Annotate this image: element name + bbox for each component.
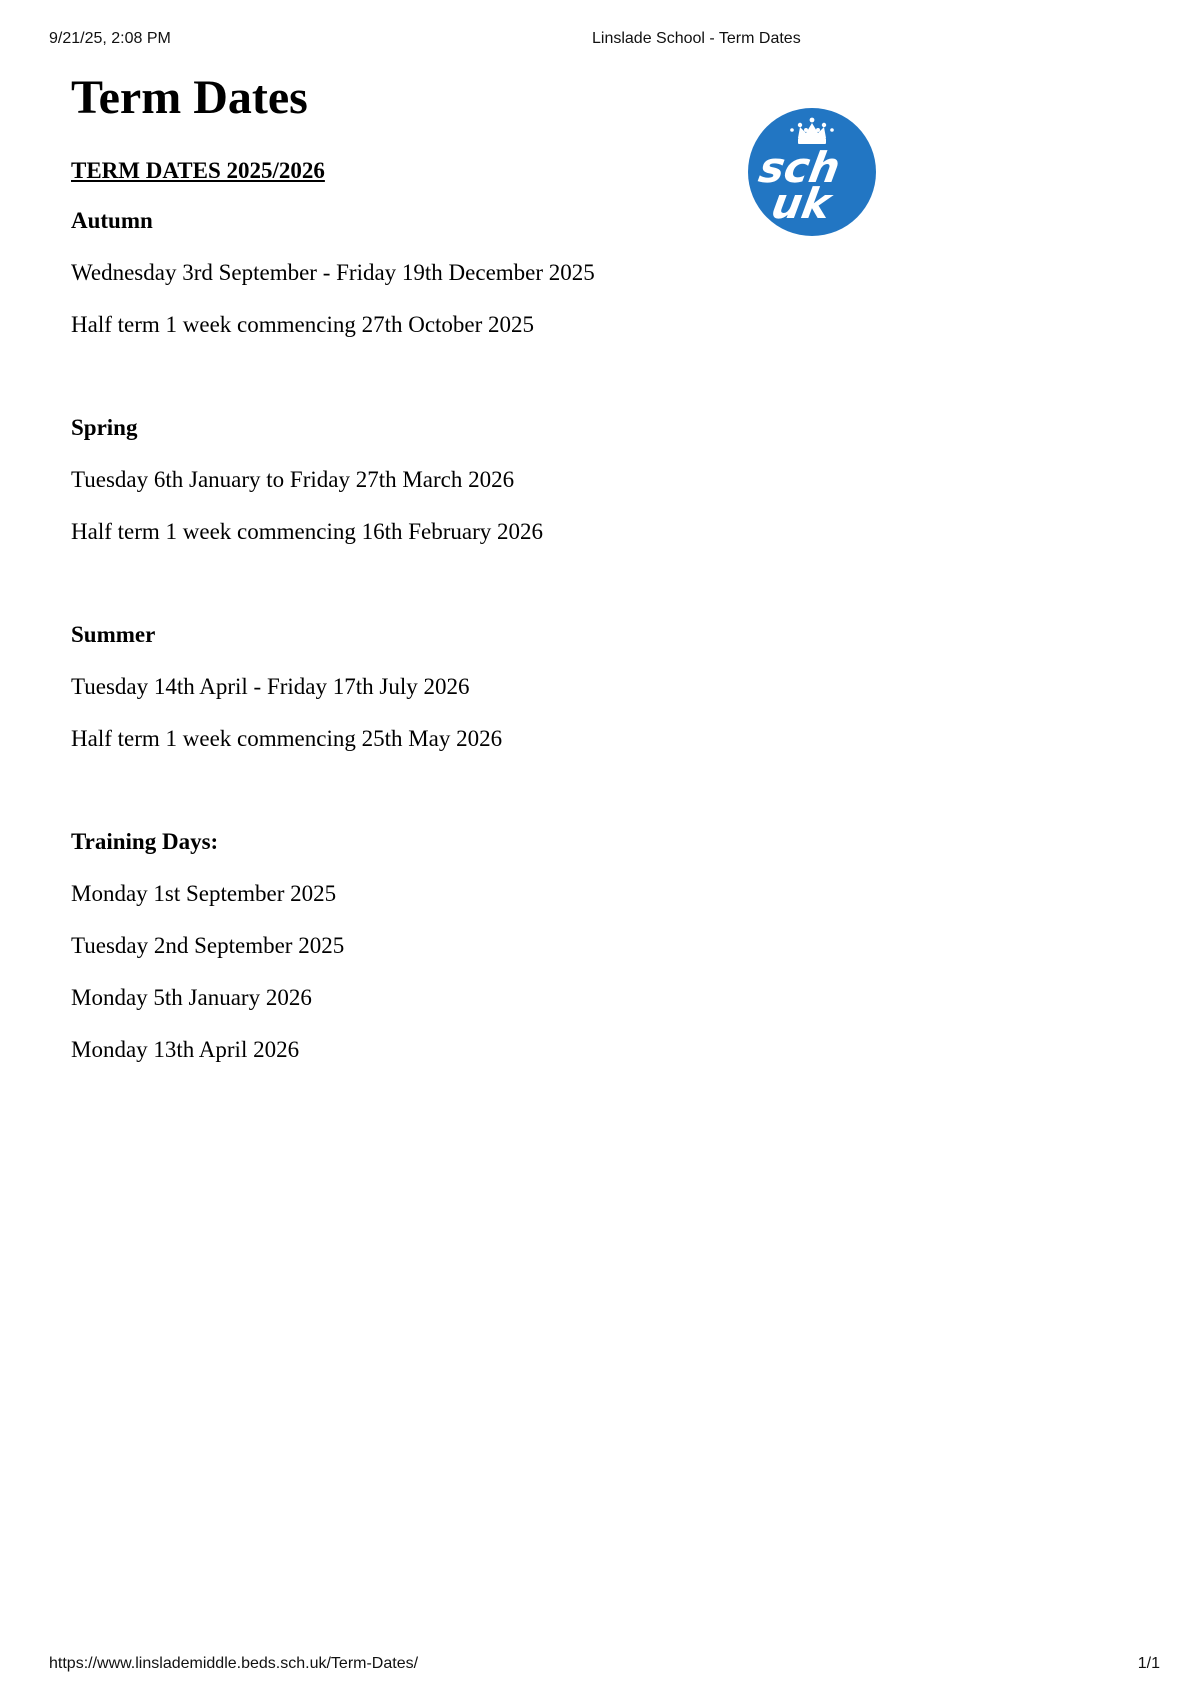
sch-uk-logo-icon	[748, 108, 876, 236]
term-dates-spring: Tuesday 6th January to Friday 27th March 2026	[71, 467, 515, 492]
term-dates-heading: TERM DATES 2025/2026	[71, 158, 325, 183]
print-footer	[0, 1655, 1200, 1677]
print-header	[0, 30, 1200, 52]
half-term-spring: Half term 1 week commencing 16th February 2026	[71, 519, 544, 544]
print-url: https://www.linslademiddle.beds.sch.uk/Term-Dates/	[49, 1655, 419, 1672]
half-term-autumn: Half term 1 week commencing 27th October 2025	[71, 312, 535, 337]
training-day-item: Monday 13th April 2026	[71, 1037, 300, 1062]
term-name-summer: Summer	[71, 622, 156, 647]
half-term-summer: Half term 1 week commencing 25th May 2026	[71, 726, 503, 751]
term-autumn	[71, 206, 595, 362]
training-day-item: Tuesday 2nd September 2025	[71, 933, 345, 958]
svg-text:uk: uk	[767, 179, 835, 228]
training-day-item: Monday 1st September 2025	[71, 881, 337, 906]
term-summer	[71, 620, 502, 776]
term-name-autumn: Autumn	[71, 208, 153, 233]
term-name-spring: Spring	[71, 415, 138, 440]
training-day-item: Monday 5th January 2026	[71, 985, 312, 1010]
sch-uk-logo	[748, 108, 876, 236]
page-title: Term Dates	[71, 71, 308, 124]
svg-text:sch: sch	[755, 143, 844, 192]
training-days	[71, 827, 344, 1087]
print-page-number: 1/1	[1137, 1655, 1160, 1672]
print-doc-title: Linslade School - Term Dates	[592, 30, 801, 47]
term-spring	[71, 413, 543, 569]
training-days-heading: Training Days:	[71, 829, 219, 854]
term-dates-summer: Tuesday 14th April - Friday 17th July 2026	[71, 674, 470, 699]
term-dates-autumn: Wednesday 3rd September - Friday 19th December 2025	[71, 260, 595, 285]
print-datetime: 9/21/25, 2:08 PM	[49, 30, 171, 47]
